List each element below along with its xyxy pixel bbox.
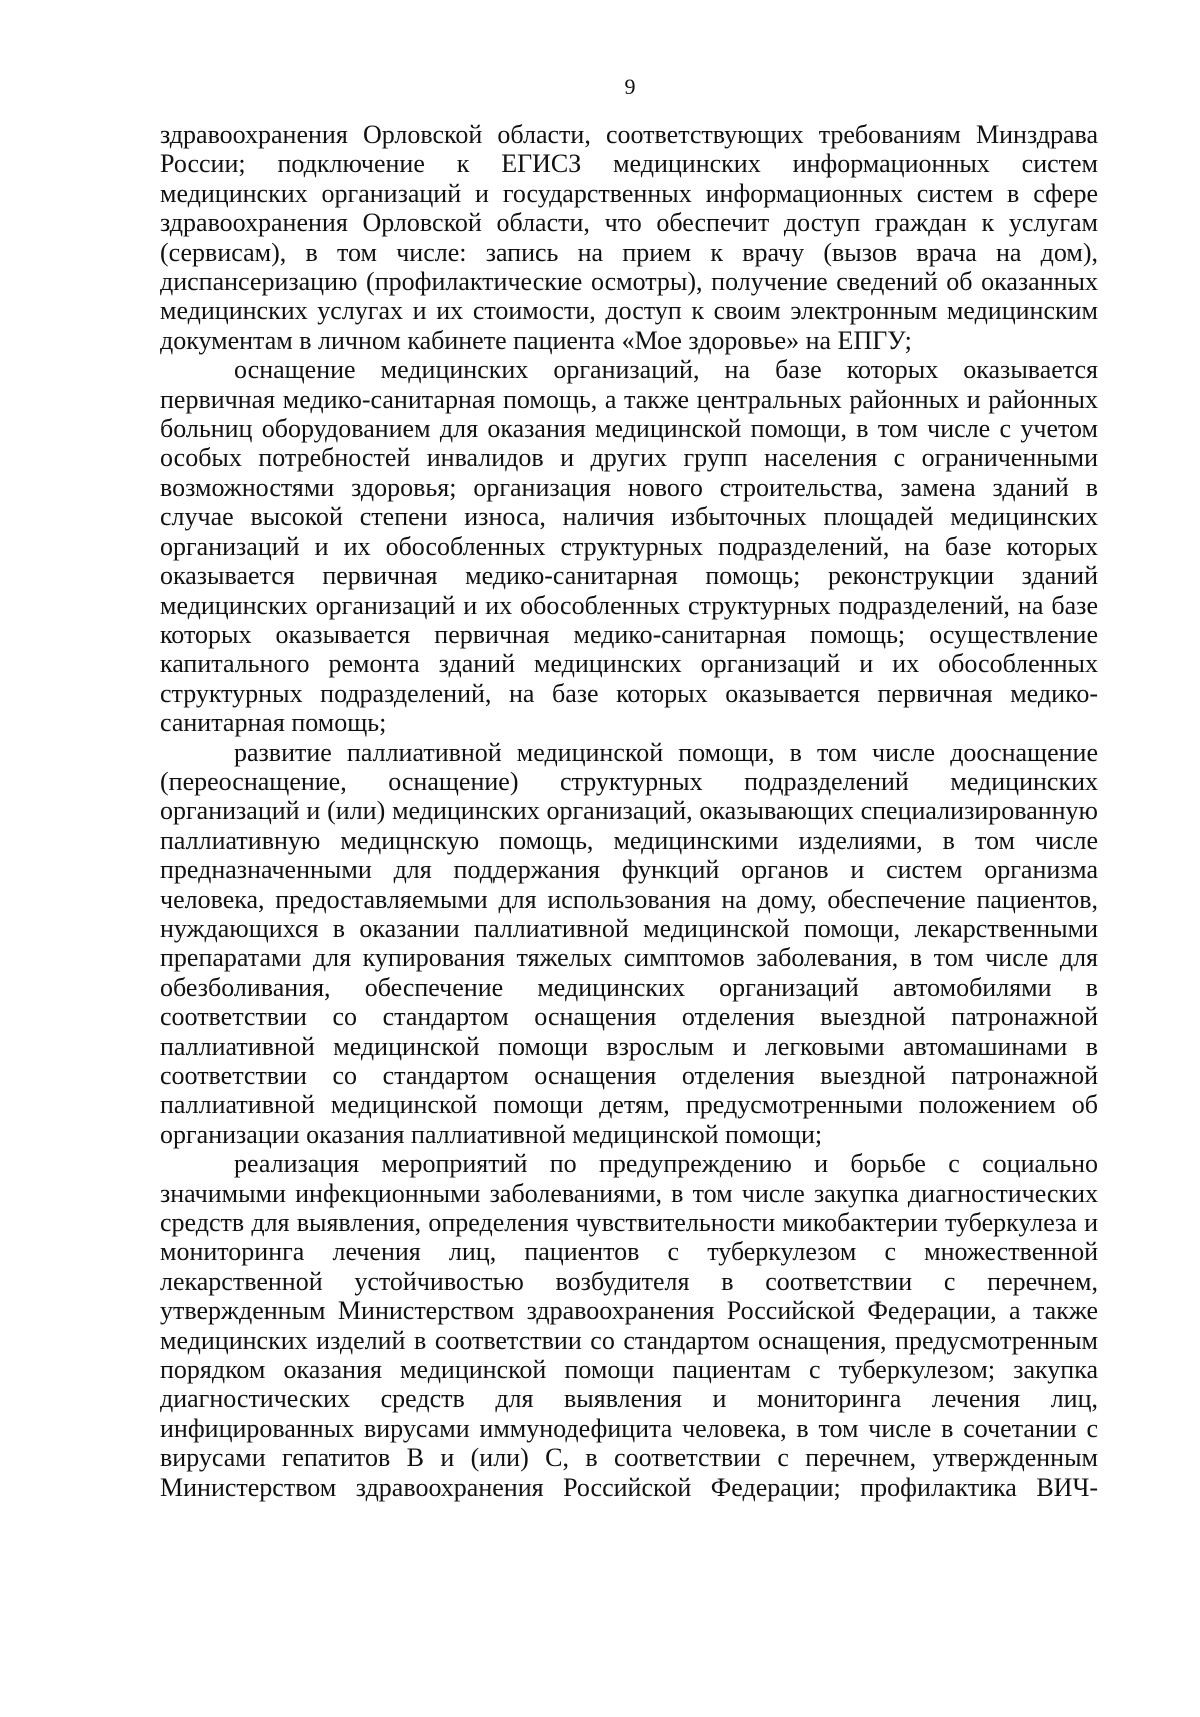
- page-number: 9: [624, 74, 636, 99]
- paragraph-infectious-diseases: реализация мероприятий по предупреждению и борьбе с социально значимыми инфекционными заболеваниями, в том числе закупка диагностических средств для выявления, определения чувствительности микобактерии туберкулеза и мониторинга лечения лиц, пациентов с туберкулезом с множественной лекарственной устойчивостью возбудителя в соответствии с перечнем, утвержденным Министерством здравоохранения Российской Федерации, а также медицинских изделий в соответствии со стандартом оснащения, предусмотренным порядком оказания медицинской помощи пациентам с туберкулезом; закупка диагностических средств для выявления и мониторинга лечения лиц, инфицированных вирусами иммунодефицита человека, в том числе в сочетании с вирусами гепатитов B и (или) C, в соответствии с перечнем, утвержденным Министерством здравоохранения Российской Федерации; профилактика ВИЧ-: [160, 1149, 1098, 1502]
- document-body: [160, 120, 1098, 1502]
- paragraph-palliative-care: развитие паллиативной медицинской помощи, в том числе дооснащение (переоснащение, оснащение) структурных подразделений медицинских организаций и (или) медицинских организаций, оказывающих специализированную паллиативную медицнскую помощь, медицинскими изделиями, в том числе предназначенными для поддержания функций органов и систем организма человека, предоставляемыми для использования на дому, обеспечение пациентов, нуждающихся в оказании паллиативной медицинской помощи, лекарственными препаратами для купирования тяжелых симптомов заболевания, в том числе для обезболивания, обеспечение медицинских организаций автомобилями в соответствии со стандартом оснащения отделения выездной патронажной паллиативной медицинской помощи взрослым и легковыми автомашинами в соответствии со стандартом оснащения отделения выездной патронажной паллиативной медицинской помощи детям, предусмотренными положением об организации оказания паллиативной медицинской помощи;: [160, 737, 1098, 1149]
- paragraph-equipment: оснащение медицинских организаций, на базе которых оказывается первичная медико-санитарная помощь, а также центральных районных и районных больниц оборудованием для оказания медицинской помощи, в том числе с учетом особых потребностей инвалидов и других групп населения с ограниченными возможностями здоровья; организация нового строительства, замена зданий в случае высокой степени износа, наличия избыточных площадей медицинских организаций и их обособленных структурных подразделений, на базе которых оказывается первичная медико-санитарная помощь; реконструкции зданий медицинских организаций и их обособленных структурных подразделений, на базе которых оказывается первичная медико-санитарная помощь; осуществление капитального ремонта зданий медицинских организаций и их обособленных структурных подразделений, на базе которых оказывается первичная медико-санитарная помощь;: [160, 355, 1098, 738]
- paragraph-continuation: здравоохранения Орловской области, соответствующих требованиям Минздрава России; подключение к ЕГИСЗ медицинских информационных систем медицинских организаций и государственных информационных систем в сфере здравоохранения Орловской области, что обеспечит доступ граждан к услугам (сервисам), в том числе: запись на прием к врачу (вызов врача на дом), диспансеризацию (профилактические осмотры), получение сведений об оказанных медицинских услугах и их стоимости, доступ к своим электронным медицинским документам в личном кабинете пациента «Мое здоровье» на ЕПГУ;: [160, 120, 1098, 355]
